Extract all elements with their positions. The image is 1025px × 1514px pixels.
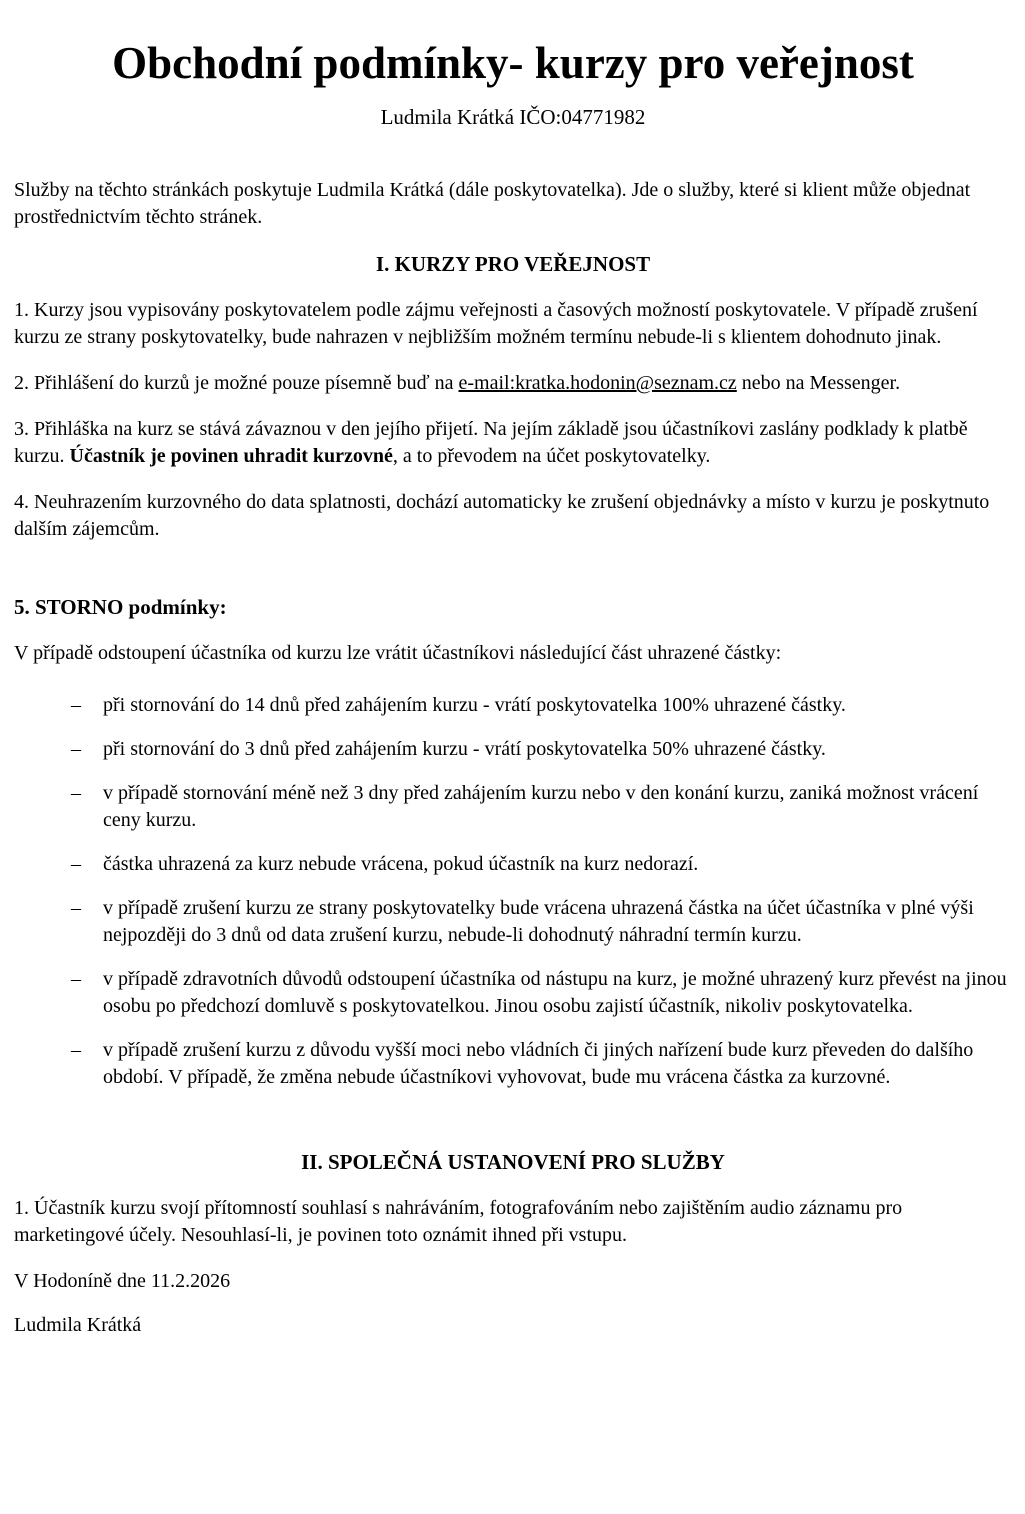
intro-paragraph: Služby na těchto stránkách poskytuje Ludmila Krátká (dále poskytovatelka). Jde o služby, které si klient může objednat prostřednictvím těchto stránek. [14,179,971,228]
dash-bullet-icon: – [71,694,81,716]
section1-paragraph-2 [14,370,1012,397]
paragraph-3-text-before: 3. Přihláška na kurz se stává závaznou v den jejího přijetí. Na jejím základě jsou účastníkovi zaslány podklady k platbě kurzu. [14,418,968,467]
section1-heading: I. KURZY PRO VEŘEJNOST [375,252,651,276]
signature-line: Ludmila Krátká [14,1314,142,1336]
paragraph-2-text-after: nebo na Messenger. [736,372,901,394]
storno-item-text: v případě zrušení kurzu z důvodu vyšší moci nebo vládních či jiných nařízení bude kurz převeden do dalšího období. V případě, že změna nebude účastníkovi vyhovovat, bude mu vrácena částka za kurzovné. [103,1039,974,1088]
storno-list-item [71,736,1012,763]
storno-list-item [71,966,1012,1020]
document-subtitle: Ludmila Krátká IČO:04771982 [380,105,646,129]
section1-paragraph-4: 4. Neuhrazením kurzovného do data splatnosti, dochází automaticky ke zrušení objednávky a místo v kurzu je poskytnuto dalším zájemcům. [14,491,990,540]
dash-bullet-icon: – [71,1039,81,1061]
storno-item-text: při stornování do 14 dnů před zahájením kurzu - vrátí poskytovatelka 100% uhrazené částky. [103,694,846,716]
dash-bullet-icon: – [71,897,81,919]
email-link[interactable]: e-mail:kratka.hodonin@seznam.cz [458,372,737,394]
storno-item-text: při stornování do 3 dnů před zahájením kurzu - vrátí poskytovatelka 50% uhrazené částky. [103,738,826,760]
paragraph-2-text-before: 2. Přihlášení do kurzů je možné pouze písemně buď na [14,372,459,394]
storno-list [14,692,1012,1091]
storno-list-item [71,1037,1012,1091]
storno-heading: 5. STORNO podmínky: [14,595,227,619]
paragraph-3-bold-phrase: Účastník je povinen uhradit kurzovné [69,445,393,467]
storno-list-item [71,692,1012,719]
dash-bullet-icon: – [71,968,81,990]
dash-bullet-icon: – [71,853,81,875]
dash-bullet-icon: – [71,738,81,760]
storno-list-item [71,851,1012,878]
place-date-line: V Hodoníně dne 11.2.2026 [14,1270,231,1292]
storno-list-item [71,895,1012,949]
storno-list-item [71,780,1012,834]
storno-item-text: v případě zdravotních důvodů odstoupení účastníka od nástupu na kurz, je možné uhrazený kurz převést na jinou osobu po předchozí domluvě s poskytovatelkou. Jinou osobu zajistí účastník, nikoliv poskytovatelka. [103,968,1007,1017]
storno-intro: V případě odstoupení účastníka od kurzu lze vrátit účastníkovi následující část uhrazené částky: [14,642,782,664]
dash-bullet-icon: – [71,782,81,804]
storno-item-text: částka uhrazená za kurz nebude vrácena, pokud účastník na kurz nedorazí. [103,853,699,875]
storno-item-text: v případě stornování méně než 3 dny před zahájením kurzu nebo v den konání kurzu, zaniká možnost vrácení ceny kurzu. [103,782,979,831]
section2-paragraph-1: 1. Účastník kurzu svojí přítomností souhlasí s nahráváním, fotografováním nebo zajištěním audio záznamu pro marketingové účely. Nesouhlasí-li, je povinen toto oznámit ihned při vstupu. [14,1197,903,1246]
document-title: Obchodní podmínky- kurzy pro veřejnost [112,38,914,88]
paragraph-3-text-after: , a to převodem na účet poskytovatelky. [392,445,711,467]
storno-item-text: v případě zrušení kurzu ze strany poskytovatelky bude vrácena uhrazená částka na účet účastníka v plné výši nejpozději do 3 dnů od data zrušení kurzu, nebude-li dohodnutý náhradní termín kurzu. [103,897,974,946]
section1-paragraph-3 [14,416,1012,470]
section2-heading: II. SPOLEČNÁ USTANOVENÍ PRO SLUŽBY [301,1150,725,1174]
section1-paragraph-1: 1. Kurzy jsou vypisovány poskytovatelem podle zájmu veřejnosti a časových možností poskytovatele. V případě zrušení kurzu ze strany poskytovatelky, bude nahrazen v nejbližším možném termínu nebude-li s klientem dohodnuto jinak. [14,299,978,348]
